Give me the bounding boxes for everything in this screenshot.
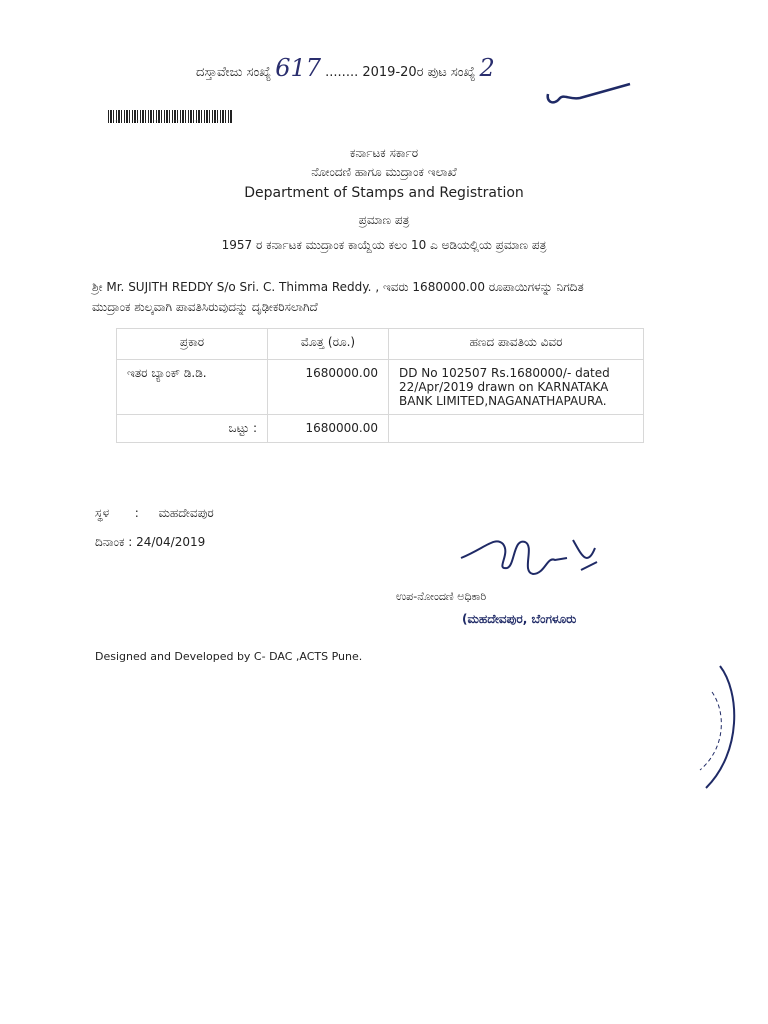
details-line1: DD No 102507 Rs.1680000/- dated: [399, 366, 610, 380]
details-line3: BANK LIMITED,NAGANATHAPAURA.: [399, 394, 607, 408]
doc-year: 2019-20ರ ಪುಟ ಸಂಖ್ಯೆ: [362, 65, 476, 80]
total-empty-cell: [389, 415, 644, 443]
signatory-office: (ಮಹದೇವಪುರ, ಬೆಂಗಳೂರು: [462, 612, 577, 626]
date-label: ದಿನಾಂಕ :: [95, 535, 133, 549]
footer-credit: Designed and Developed by C- DAC ,ACTS Pune.: [95, 650, 363, 663]
act-line: 1957 ರ ಕರ್ನಾಟಕ ಮುದ್ರಾಂಕ ಕಾಯ್ದೆಯ ಕಲಂ 10 ಎ ಅಡಿಯಲ್ಲಿಯ ಪ್ರಮಾಣ ಪತ್ರ: [221, 238, 547, 252]
header-line1: ಕರ್ನಾಟಕ ಸರ್ಕಾರ: [349, 146, 419, 160]
row-type: ಇತರ ಬ್ಯಾಂಕ್ ಡಿ.ಡಿ.: [117, 360, 268, 415]
date-value: 24/04/2019: [136, 535, 206, 549]
place-value: ಮಹದೇವಪುರ: [158, 506, 214, 520]
total-row: [117, 415, 644, 443]
seal-stamp: [690, 662, 750, 792]
table-row: [117, 360, 644, 415]
row-amount: 1680000.00: [268, 360, 389, 415]
doc-number: 617: [275, 54, 322, 82]
details-line2: 22/Apr/2019 drawn on KARNATAKA: [399, 380, 609, 394]
place-line: [95, 506, 214, 521]
row-details: [389, 360, 644, 415]
date-line: [95, 535, 205, 550]
place-label: ಸ್ಥಳ: [95, 506, 110, 520]
handwritten-mark: [540, 80, 640, 114]
header-details: ಹಣದ ಪಾವತಿಯ ವಿವರ: [389, 329, 644, 360]
table-header-row: [117, 329, 644, 360]
payment-table: [116, 328, 644, 443]
body-line1: ಶ್ರೀ Mr. SUJITH REDDY S/o Sri. C. Thimma Reddy. , ಇವರು 1680000.00 ರೂಪಾಯಿಗಳನ್ನು ನಿಗದಿತ: [92, 280, 584, 294]
doc-ref-prefix: ದಸ್ತಾವೇಜು ಸಂಖ್ಯೆ: [196, 65, 272, 80]
signature: [455, 528, 605, 586]
header-type: ಪ್ರಕಾರ: [117, 329, 268, 360]
total-label: ಒಟ್ಟು :: [117, 415, 268, 443]
signatory-title: ಉಪ-ನೋಂದಣಿ ಅಧಿಕಾರಿ: [396, 590, 487, 603]
document-reference: ದಸ್ತಾವೇಜು ಸಂಖ್ಯೆ 617 ........ 2019-20ರ ಪುಟ ಸಂಖ್ಯೆ 2: [196, 54, 495, 82]
page-number: 2: [479, 54, 495, 82]
certificate-title: ಪ್ರಮಾಣ ಪತ್ರ: [358, 213, 410, 227]
body-line2: ಮುದ್ರಾಂಕ ಶುಲ್ಕವಾಗಿ ಪಾವತಿಸಿರುವುದನ್ನು ದೃಢೀಕರಿಸಲಾಗಿದೆ: [92, 300, 318, 314]
header-amount: ಮೊತ್ತ (ರೂ.): [268, 329, 389, 360]
place-separator: :: [134, 506, 139, 520]
barcode: [108, 110, 232, 123]
total-amount: 1680000.00: [268, 415, 389, 443]
header-line2: ನೋಂದಣಿ ಹಾಗೂ ಮುದ್ರಾಂಕ ಇಲಾಖೆ: [311, 165, 457, 179]
department-title: Department of Stamps and Registration: [244, 185, 524, 201]
